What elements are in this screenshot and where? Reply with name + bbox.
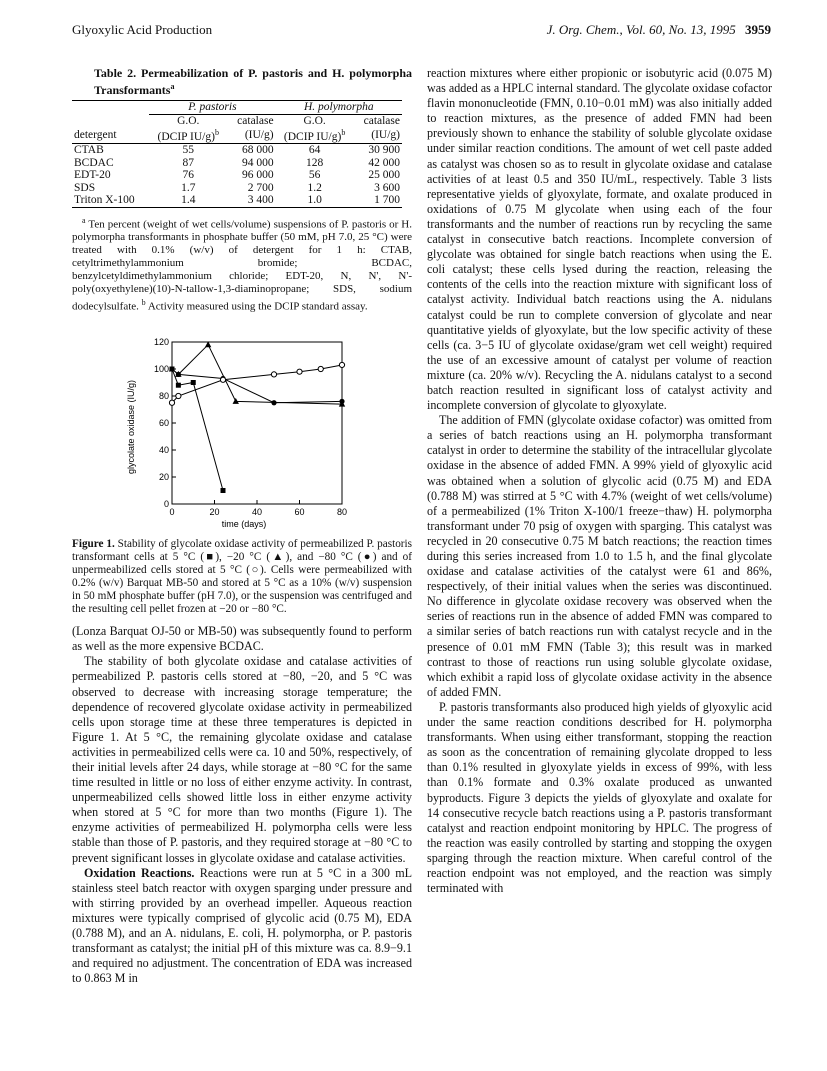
table-2 [72,100,402,208]
running-header-right [547,22,771,38]
y-tick-label: 0 [163,499,169,510]
y-tick-label: 20 [158,472,169,483]
x-tick-label: 60 [294,507,305,518]
data-point-open-circle [220,377,225,382]
col-header-catalase: catalase [237,114,274,127]
x-tick-label: 80 [336,507,348,518]
table-row: CTAB 55 68 000 64 30 900 [74,144,400,157]
col-header-detergent: detergent [74,128,117,141]
figure-caption-text: Stability of glycolate oxidase activity of permeabilized P. pastoris transformant cells at 5 °C (■), −20 °C (▲), and −80 °C (●) and of unpermeabilized cells stored at 5 °C (○). Cells were permeabilized with 0.2% (w/v) Barquat MB-50 and stored at 5 °C as a 10% (w/v) suspension in 50 mM phosphate buffer (pH 7.0), or the suspension was centrifuged and the resulting cell pellet frozen at −20 or −80 °C. [72,538,412,616]
section-heading: Oxidation Reactions. [84,865,195,880]
figure-1 [72,332,412,532]
x-axis-label: time (days) [221,519,267,530]
table-row: SDS 1.7 2 700 1.2 3 600 [74,181,400,194]
paragraph: The stability of both glycolate oxidase and catalase activities of permeabilized P. pastoris cells stored at −80, −20, and 5 °C was observed to decrease with increasing storage temperature; the dependence of recovered glycolate oxidase activity in permeabilized cells upon storage time at these three temperatures is depicted in Figure 1. At 5 °C, the remaining glycolate oxidase and catalase activities in permeabilized cells were ca. 10 and 50%, respectively, of their initial levels after 24 days, while storage at −80 °C for the same time resulted in little or no loss of either enzyme activity. In contrast, unpermeabilized cells showed little loss in either enzyme activity when stored at 5 °C for more than two months (Figure 1). The enzyme activities of permeabilized H. polymorpha cells were less stable than those of P. pastoris, and they required storage at −80 °C to prevent significant losses in glycolate oxidase and catalase activities. [72,654,412,865]
x-tick-label: 0 [169,507,175,518]
paragraph: reaction mixtures where either propionic or isobutyric acid (0.075 M) was added as a HPLC internal standard. The glycolate oxidase cofactor flavin mononucleotide (FMN, 0.10−0.01 mM) was also initially added to reaction mixtures, as the presence of added FMN had been previously shown to enhance the stability of soluble glycolate oxidase under similar reaction conditions. The amount of wet cell paste added as catalyst was chosen so as to result in glycolate oxidase and catalase activities of at least 0.5 and 350 IU/mL, respectively. Table 3 lists representative yields of glyoxylate, formate, and oxalate produced in oxidations of 0.75 M glycolate when using each of the four transformants and the number of reactions run by recycling the same catalyst in consecutive batch reactions. Incomplete conversion of glycolate was obtained for single batch reactions when using the E. coli catalyst; these cells lysed during the reaction, releasing the contents of the cells into the reaction mixture with significant loss of catalyst activity. Individual batch reactions using the A. nidulans catalyst could be run to complete conversion of glycolate and near quantitative yields of glyoxylate, but the low specific activity of these cells (ca. 3−5 IU of glycolate oxidase/gram wet cell weight) required the use of an excessive amount of catalyst per volume of reaction mixture (ca. 20% w/v). Recycling the A. nidulans catalyst to a second batch reaction resulted in significant loss of catalyst activity and incomplete conversion of glycolate to glyoxylate. [427,66,772,413]
right-column [427,66,772,896]
x-tick-label: 20 [209,507,220,518]
data-point-circle [176,372,181,377]
table-title: Table 2. Permeabilization of P. pastoris and H. polymorpha Transformants$^a$ [94,66,412,97]
col-header-go-unit: (DCIP IU/g)$^b$ [157,128,219,143]
figure-1-caption [72,538,412,616]
y-tick-label: 40 [158,445,169,456]
data-point-circle [169,367,174,372]
data-point-square [221,488,226,493]
col-header-catalase: catalase [363,114,400,127]
footnote-a: Ten percent (weight of wet cells/volume) suspensions of P. pastoris or H. polymorpha transformants in phosphate buffer (50 mM, pH 7.0, 25 °C) were treated with 0.1% (w/v) of detergent for 1 h: CTAB, cetyltrimethylammonium bromide; BCDAC, benzylcetyldimethylammonium chloride; EDT-20, N, N', N'-poly(oxyethylene)(10)-N-tallow-1,3-diaminopropane; SDS, sodium dodecylsulfate. [72,218,412,314]
plot-frame [172,342,342,504]
paragraph: Oxidation Reactions. Reactions were run at 5 °C in a 300 mL stainless steel batch reactor with oxygen sparging under pressure and with stirring provided by an overhead impeller. Aqueous reaction mixtures were typically comprised of glycolic acid (0.75 M), EDA (0.788 M), and an A. nidulans, E. coli, H. polymorpha, or P. pastoris transformant as catalyst; the initial pH of this mixture was ca. 8.9−9.1 and required no adjustment. The concentration of EDA was increased to 0.863 M in [72,865,413,986]
data-point-open-circle [339,362,344,367]
figure-label: Figure 1. [72,538,115,551]
data-point-circle [339,399,344,404]
data-point-triangle [233,398,239,404]
col-header-cat-unit: (IU/g) [371,128,400,141]
data-point-square [191,380,196,385]
paragraph: P. pastoris transformants also produced high yields of glyoxylic acid under the same reaction conditions described for H. polymorpha transformants. When using either transformant, stopping the reaction as soon as the concentration of remaining glycolate dropped to less than 0.1% resulted in glyoxylate yields in excess of 99%, with less than 0.1% formate and 0.3% oxalate produced as unwanted byproducts. Figure 3 depicts the yields of glyoxylate and oxalate for 14 consecutive recycle batch reactions using a P. pastoris transformant catalyst and reaction endpoint monitoring by HPLC. The progress of the reaction was easily controlled by starting and stopping the oxygen sparging through the reaction mixture. When careful control of the reaction endpoint was not employed, and the reaction was simply terminated with [427,699,772,896]
data-point-circle [271,400,276,405]
running-header-left: Glyoxylic Acid Production [72,22,213,37]
col-header-go: G.O. [177,114,200,127]
y-tick-label: 100 [153,364,169,375]
table-row: Triton X-100 1.4 3 400 1.0 1 700 [74,194,400,207]
col-header-go: G.O. [303,114,326,127]
data-point-open-circle [271,372,276,377]
page-number: 3959 [745,22,771,37]
y-tick-label: 120 [153,337,169,348]
x-tick-label: 40 [251,507,263,518]
table-row: EDT-20 76 96 000 56 25 000 [74,169,400,182]
journal-citation: J. Org. Chem., Vol. 60, No. 13, 1995 [546,22,736,37]
paragraph: (Lonza Barquat OJ-50 or MB-50) was subsequently found to perform as well as the more expensive BCDAC. [72,624,412,654]
col-header-go-unit: (DCIP IU/g)$^b$ [283,128,346,143]
group-header-polymorpha: H. polymorpha [276,101,402,115]
data-point-open-circle [169,400,174,405]
group-header-pastoris: P. pastoris [149,101,275,115]
table-footnotes: $^a$ Ten percent (weight of wet cells/volume) suspensions of P. pastoris or H. polymorpha transformants in phosphate buffer (50 mM, pH 7.0, 25 °C) were treated with 0.1% (w/v) of detergent for 1 h: CTAB, cetyltrimethylammonium bromide; BCDAC, benzylcetyldimethylammonium chloride; EDT-20, N, N', N'-poly(oxyethylene)(10)-N-tallow-1,3-diaminopropane; SDS, sodium dodecylsulfate. $^b$ Activity measured using the DCIP standard assay. [72,215,412,314]
y-axis-label: glycolate oxidase (IU/g) [126,380,136,475]
data-point-square [176,383,181,388]
y-tick-label: 60 [158,418,169,429]
data-point-open-circle [318,367,323,372]
paragraph: The addition of FMN (glycolate oxidase cofactor) was omitted from a series of batch reactions using an H. polymorpha transformant catalyst in order to determine the stability of the intracellular glycolate oxidase in the absence of added FMN. A 99% yield of glyoxylic acid was obtained when a solution of glycolic acid (0.75 M) and EDA (0.788 M) was stirred at 5 °C with 4.7% (weight of wet cells/volume) of a permeabilized (1% Triton X-100/1 freeze−thaw) H. polymorpha transformant under 70 psig of oxygen with sparging. This catalyst was recycled in 20 consecutive 0.75 M batch reactions; the reaction times during this series increased from 1.0 to 1.5 h, and the final glycolate oxidase and catalase activities of the catalyst were 61 and 86%, respectively, of their initial values when the series was discontinued. No difference in glycolate oxidase recovery was observed when the series of reactions run in the absence of added FMN was compared to a similar series of batch reactions run with catalyst recycle and in the presence of 0.01 mM FMN (Table 3); this result was in marked contrast to those of reactions run using soluble glycolate oxidase, which exhibit a rapid loss of glycolate oxidase activity in the absence of added FMN. [427,413,772,699]
table-row: BCDAC 87 94 000 128 42 000 [74,156,400,169]
data-point-open-circle [297,369,302,374]
col-header-cat-unit: (IU/g) [244,128,274,141]
figure-1-chart [72,332,412,532]
left-column [72,66,412,986]
y-tick-label: 80 [158,391,169,402]
data-point-open-circle [176,394,181,399]
footnote-b: Activity measured using the DCIP standard assay. [147,301,368,314]
